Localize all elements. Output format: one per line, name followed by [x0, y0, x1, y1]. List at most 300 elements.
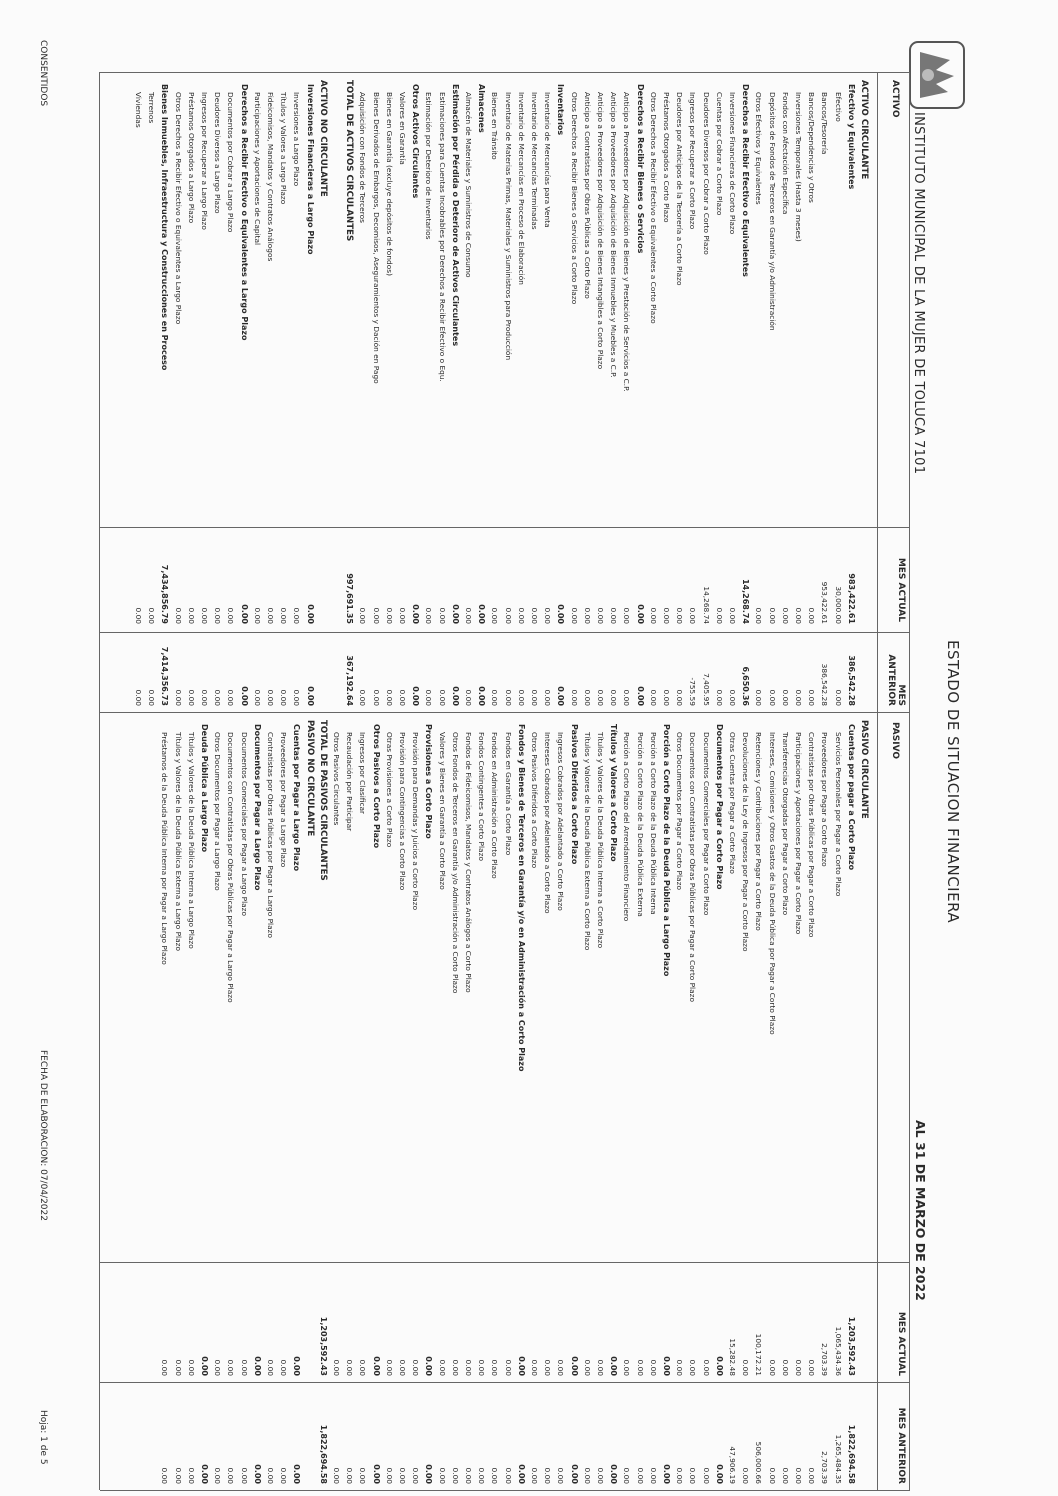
activo-row-actual: 0.00 — [780, 607, 790, 624]
pasivo-row-label: Documentos por Pagar a Largo Plazo — [252, 724, 262, 891]
activo-row-label: Inventario de Mercancías para Venta — [543, 92, 553, 228]
activo-row-actual: 0.00 — [147, 607, 157, 624]
pasivo-row-actual: 0.00 — [675, 1359, 685, 1376]
activo-row-label: Estimación por Pérdida o Deterioro de Activos Circulantes — [450, 84, 460, 347]
pasivo-row-label: Participaciones y Aportaciones por Pagar a Corto Plazo — [794, 732, 803, 935]
activo-row-label: ACTIVO CIRCULANTE — [859, 80, 869, 180]
activo-row-actual: 983,422.61 — [846, 573, 856, 624]
activo-row-anterior: 6,650.36 — [741, 666, 751, 706]
activo-row-actual: 0.00 — [675, 607, 685, 624]
pasivo-row-label: PASIVO CIRCULANTE — [859, 720, 869, 819]
activo-row-anterior: 0.00 — [252, 689, 262, 706]
pasivo-row-label: Otros Fondos de Terceros en Garantía y/o Administración a Corto Plazo — [450, 732, 460, 994]
pasivo-row-actual: 0.00 — [543, 1359, 553, 1376]
pasivo-row-anterior: 0.00 — [648, 1467, 658, 1484]
activo-row-anterior: 0.00 — [279, 689, 289, 706]
activo-row-anterior: 0.00 — [490, 689, 500, 706]
activo-row-actual: 0.00 — [398, 607, 407, 624]
activo-row-actual: 7,434,856.79 — [160, 564, 170, 624]
activo-row-actual — [330, 534, 342, 624]
pasivo-row-label: Servicios Personales por Pagar a Corto Plazo — [833, 732, 843, 897]
activo-row-anterior: 0.00 — [648, 689, 658, 706]
pasivo-row-actual: 100,172.21 — [754, 1333, 764, 1376]
activo-row-anterior: 0.00 — [609, 689, 619, 706]
pasivo-row-actual: 2,703.39 — [820, 1343, 830, 1376]
pasivo-row-actual: 0.00 — [503, 1359, 513, 1376]
pasivo-row-label: Préstamos de la Deuda Pública Interna por Pagar a Largo Plazo — [160, 732, 170, 965]
pasivo-row-actual: 0.00 — [266, 1359, 275, 1376]
pasivo-row-actual: 0.00 — [186, 1359, 196, 1376]
divider-activo-pasivo — [100, 712, 910, 713]
pasivo-row-label: Títulos y Valores de la Deuda Pública Interna a Largo Plazo — [186, 732, 196, 949]
pasivo-row-anterior: 0.00 — [279, 1467, 289, 1484]
pasivo-row-label: Títulos y Valores de la Deuda Pública Interna a Corto Plazo — [596, 732, 605, 949]
activo-row-actual: 0.00 — [266, 607, 275, 624]
pasivo-row-anterior: 0.00 — [622, 1467, 632, 1484]
activo-mes-anterior-header: MES ANTERIOR — [886, 654, 906, 706]
pasivo-row-anterior — [304, 1388, 316, 1484]
activo-row-label: Derechos a Recibir Efectivo o Equivalentes — [741, 84, 751, 277]
activo-row-actual: 0.00 — [134, 607, 143, 624]
pasivo-row-actual: 0.00 — [516, 1356, 526, 1376]
activo-row-actual: 0.00 — [530, 607, 539, 624]
pasivo-row-label: Otros Documentos por Pagar a Corto Plazo — [675, 732, 685, 890]
pasivo-row-actual: 0.00 — [450, 1359, 460, 1376]
pasivo-row-anterior: 0.00 — [358, 1467, 368, 1484]
border-right — [100, 1490, 910, 1491]
pasivo-row-actual: 0.00 — [173, 1359, 183, 1376]
activo-row-label: Deudores por Anticipos de la Tesorería a Corto Plazo — [675, 92, 685, 286]
pasivo-row-actual: 0.00 — [741, 1359, 751, 1376]
pasivo-row-anterior: 0.00 — [569, 1464, 579, 1484]
activo-header: ACTIVO — [890, 80, 900, 118]
pasivo-row-anterior: 0.00 — [609, 1464, 619, 1484]
divider-activo-actual — [100, 527, 910, 528]
pasivo-row-actual: 0.00 — [556, 1359, 566, 1376]
activo-row-label: Inversiones a Largo Plazo — [292, 92, 302, 187]
pasivo-row-label: Devoluciones de la Ley de Ingresos por Pagar a Corto Plazo — [741, 732, 751, 952]
pasivo-row-label: Porción a Corto Plazo de la Deuda Pública a Largo Plazo — [662, 724, 671, 977]
activo-row-anterior: 0.00 — [437, 689, 447, 706]
activo-row-anterior: 386,542.28 — [820, 663, 830, 706]
activo-row-anterior: 7,414,356.73 — [160, 646, 170, 706]
activo-row-anterior: 0.00 — [675, 689, 685, 706]
pasivo-row-label: Fondos de Fideicomisos, Mandatos y Contratos Análogos a Corto Plazo — [464, 732, 473, 993]
activo-row-anterior: 0.00 — [292, 689, 302, 706]
activo-row-label: Otros Derechos a Recibir Efectivo o Equivalentes a Corto Plazo — [648, 92, 658, 324]
pasivo-row-label: Fondos en Garantía a Corto Plazo — [503, 732, 513, 856]
pasivo-row-anterior: 0.00 — [252, 1464, 262, 1484]
pasivo-row-anterior: 0.00 — [556, 1467, 566, 1484]
pasivo-row-label: Ingresos por Clasificar — [358, 732, 368, 815]
activo-row-label: Bancos/Tesorería — [820, 92, 830, 155]
activo-row-label: Estimación por Deterioro de Inventarios — [424, 92, 434, 240]
pasivo-row-anterior: 0.00 — [662, 1464, 671, 1484]
activo-row-anterior: 0.00 — [384, 689, 394, 706]
pasivo-row-label: Proveedores por Pagar a Largo Plazo — [279, 732, 289, 868]
activo-row-label: Anticipo a Proveedores por Adquisición de Bienes Inmuebles y Muebles a C.P. — [609, 92, 619, 378]
activo-row-actual: 0.00 — [450, 604, 460, 624]
pasivo-row-label: Proveedores por Pagar a Corto Plazo — [820, 732, 830, 867]
pasivo-row-label: Títulos y Valores de la Deuda Pública Externa a Largo Plazo — [173, 732, 183, 952]
pasivo-row-label: Fondos Contingentes a Corto Plazo — [477, 732, 487, 861]
activo-row-actual: 0.00 — [252, 607, 262, 624]
activo-row-actual: 0.00 — [582, 607, 592, 624]
pasivo-row-actual: 0.00 — [794, 1359, 803, 1376]
pasivo-row-label: Otros Pasivos a Corto Plazo — [371, 724, 381, 849]
pasivo-row-label: Documentos con Contratistas por Obras Públicas por Pagar a Corto Plazo — [688, 732, 698, 1003]
activo-row-anterior: 0.00 — [450, 686, 460, 706]
pasivo-row-actual: 0.00 — [424, 1356, 434, 1376]
activo-row-actual: 0.00 — [543, 607, 553, 624]
pasivo-row-actual: 0.00 — [213, 1359, 223, 1376]
activo-row-actual: 14,268.74 — [701, 586, 711, 624]
pasivo-row-anterior: 0.00 — [450, 1467, 460, 1484]
activo-row-label: Ingresos por Recuperar a Largo Plazo — [200, 92, 209, 230]
activo-row-label: Otros Derechos a Recibir Bienes o Servicios a Corto Plazo — [569, 92, 579, 305]
pasivo-row-anterior: 0.00 — [371, 1464, 381, 1484]
pasivo-row-actual: 0.00 — [714, 1356, 724, 1376]
activo-row-label: Inversiones Financieras de Corto Plazo — [728, 92, 737, 235]
pasivo-row-anterior: 0.00 — [160, 1467, 170, 1484]
pasivo-row-anterior: 0.00 — [186, 1467, 196, 1484]
activo-row-anterior: 0.00 — [424, 689, 434, 706]
pasivo-row-anterior: 0.00 — [490, 1467, 500, 1484]
activo-row-label: Títulos y Valores a Largo Plazo — [279, 92, 289, 205]
activo-row-anterior: 0.00 — [794, 689, 803, 706]
pasivo-row-anterior: 0.00 — [411, 1467, 421, 1484]
pasivo-row-label: Recaudación por Participar — [345, 732, 355, 832]
activo-row-actual: 953,422.61 — [820, 581, 830, 624]
activo-row-label: Bienes en Tránsito — [490, 92, 500, 160]
pasivo-row-actual: 0.00 — [398, 1359, 407, 1376]
activo-row-anterior: 0.00 — [530, 689, 539, 706]
pasivo-row-anterior: 0.00 — [741, 1467, 751, 1484]
pasivo-row-label: Provisión para Contingencias a Corto Plazo — [398, 732, 407, 891]
activo-row-label: Otros Activos Circulantes — [411, 84, 421, 199]
pasivo-row-anterior — [858, 1388, 870, 1484]
activo-row-actual: 0.00 — [239, 604, 249, 624]
pasivo-row-label: Otros Pasivos Diferidos a Corto Plazo — [530, 732, 539, 869]
activo-row-label — [330, 92, 342, 520]
pasivo-row-actual: 0.00 — [635, 1359, 645, 1376]
pasivo-row-actual: 0.00 — [371, 1356, 381, 1376]
activo-row-label: Ingresos por Recuperar a Corto Plazo — [688, 92, 698, 230]
activo-row-anterior: 367,192.64 — [345, 655, 355, 706]
activo-row-actual: 0.00 — [437, 607, 447, 624]
pasivo-row-label: PASIVO NO CIRCULANTE — [304, 720, 315, 837]
activo-row-actual: 0.00 — [477, 604, 487, 624]
pasivo-row-anterior: 0.00 — [675, 1467, 685, 1484]
footer-elaboracion: FECHA DE ELABORACION: 07/04/2022 — [38, 1050, 48, 1221]
activo-row-label: Efectivo y Equivalentes — [846, 84, 856, 190]
activo-row-label: Efectivo — [833, 92, 843, 122]
pasivo-row-label: Documentos por Pagar a Corto Plazo — [714, 724, 724, 890]
activo-row-anterior: 0.00 — [411, 686, 421, 706]
footer-left: CONSENTIDOS — [38, 40, 48, 107]
pasivo-row-label: Cuentas por pagar a Corto Plazo — [846, 724, 856, 871]
pasivo-row-label: Otras Provisiones a Corto Plazo — [384, 732, 394, 848]
activo-row-label: Derechos a Recibir Efectivo o Equivalentes a Largo Plazo — [239, 84, 249, 341]
pasivo-row-anterior: 0.00 — [530, 1467, 539, 1484]
pasivo-row-actual: 0.00 — [807, 1359, 817, 1376]
pasivo-row-label: Valores y Bienes en Garantía a Corto Plazo — [437, 732, 447, 890]
pasivo-row-actual: 1,203,592.43 — [846, 1316, 856, 1376]
pasivo-row-anterior: 0.00 — [345, 1467, 355, 1484]
activo-row-actual: 0.00 — [173, 607, 183, 624]
pasivo-row-anterior: 0.00 — [226, 1467, 236, 1484]
pasivo-row-anterior: 47,906.19 — [728, 1446, 737, 1484]
activo-row-label: Documentos por Cobrar a Largo Plazo — [226, 92, 236, 233]
pasivo-row-label: Títulos y Valores de la Deuda Pública Externa a Corto Plazo — [582, 732, 592, 951]
activo-row-label: Bienes Derivados de Embargos, Decomisos, Aseguramientos y Dación en Pago — [371, 92, 381, 384]
activo-row-actual: 0.00 — [662, 607, 671, 624]
activo-row-label: Deudores Diversos por Cobrar a Corto Plazo — [701, 92, 711, 255]
pasivo-row-anterior: 1,822,694.58 — [846, 1424, 856, 1484]
activo-row-anterior: 0.00 — [807, 689, 817, 706]
activo-row-label: Préstamos Otorgados a Largo Plazo — [186, 92, 196, 224]
activo-row-actual: 0.00 — [767, 607, 777, 624]
pasivo-row-actual: 0.00 — [609, 1356, 619, 1376]
pasivo-row-actual: 1,203,592.43 — [318, 1316, 328, 1376]
pasivo-row-anterior: 0.00 — [503, 1467, 513, 1484]
activo-row-anterior: 0.00 — [714, 689, 724, 706]
activo-row-label: Anticipo a Proveedores por Adquisición de Bienes Intangibles a Corto Plazo — [596, 92, 605, 370]
pasivo-row-actual: 0.00 — [622, 1359, 632, 1376]
pasivo-row-label: Contratistas por Obras Públicas por Pagar a Corto Plazo — [807, 732, 817, 938]
pasivo-row-actual: 0.00 — [596, 1359, 605, 1376]
pasivo-row-actual: 0.00 — [437, 1359, 447, 1376]
pasivo-row-anterior: 0.00 — [424, 1464, 434, 1484]
pasivo-row-actual: 0.00 — [332, 1359, 341, 1376]
pasivo-row-label: Porción a Corto Plazo de la Deuda Pública Interna — [648, 732, 658, 915]
pasivo-row-actual: 0.00 — [292, 1356, 302, 1376]
pasivo-row-actual: 0.00 — [464, 1359, 473, 1376]
activo-row-anterior: 0.00 — [635, 686, 645, 706]
pasivo-row-anterior: 0.00 — [200, 1464, 209, 1484]
pasivo-row-label: Documentos Comerciales por Pagar a Largo Plazo — [239, 732, 249, 917]
pasivo-row-anterior: 0.00 — [292, 1464, 302, 1484]
pasivo-row-label: Deuda Pública a Largo Plazo — [200, 724, 209, 853]
pasivo-row-label: Provisión para Demandas y Juicios a Corto Plazo — [411, 732, 421, 911]
activo-row-actual: 0.00 — [714, 607, 724, 624]
pasivo-row-anterior: 0.00 — [780, 1467, 790, 1484]
activo-mes-actual-header: MES ACTUAL — [896, 557, 906, 622]
activo-row-label: Anticipo a Contratistas por Obras Públicas a Corto Plazo — [582, 92, 592, 299]
activo-row-anterior: 0.00 — [833, 689, 843, 706]
activo-row-anterior: 0.00 — [305, 686, 315, 706]
pasivo-row-label: Intereses Cobrados por Adelantado a Corto Plazo — [543, 732, 553, 914]
pasivo-row-anterior: 0.00 — [543, 1467, 553, 1484]
activo-row-actual: 0.00 — [569, 607, 579, 624]
activo-row-actual: 0.00 — [213, 607, 223, 624]
pasivo-row-label: Otras Cuentas por Pagar a Corto Plazo — [728, 732, 737, 874]
pasivo-row-anterior: 506,000.66 — [754, 1441, 764, 1484]
activo-row-actual: 0.00 — [200, 607, 209, 624]
activo-row-actual: 0.00 — [754, 607, 764, 624]
report-date: AL 31 DE MARZO DE 2022 — [913, 1120, 928, 1301]
pasivo-row-actual: 0.00 — [530, 1359, 539, 1376]
activo-row-actual: 0.00 — [358, 607, 368, 624]
activo-row-actual — [858, 534, 870, 624]
pasivo-row-label: Fondos en Administración a Corto Plazo — [490, 732, 500, 879]
pasivo-row-actual: 0.00 — [358, 1359, 368, 1376]
pasivo-row-actual: 0.00 — [490, 1359, 500, 1376]
activo-row-actual: 0.00 — [384, 607, 394, 624]
activo-row-anterior: 0.00 — [477, 686, 487, 706]
activo-row-anterior: 0.00 — [147, 689, 157, 706]
activo-row-anterior — [317, 638, 329, 706]
activo-row-anterior: 0.00 — [543, 689, 553, 706]
institution-logo — [908, 40, 966, 110]
pasivo-row-actual: 15,282.48 — [728, 1338, 737, 1376]
activo-row-anterior: 386,542.28 — [846, 655, 856, 706]
activo-row-actual: 0.00 — [490, 607, 500, 624]
activo-row-label: Fondos con Afectación Específica — [780, 92, 790, 215]
activo-row-anterior: 0.00 — [503, 689, 513, 706]
activo-row-anterior: 0.00 — [569, 689, 579, 706]
pasivo-row-actual: 0.00 — [384, 1359, 394, 1376]
pasivo-row-anterior: 0.00 — [714, 1464, 724, 1484]
activo-row-label: Almacén de Materiales y Suministros de Consumo — [464, 92, 473, 278]
activo-row-label: Bancos/Dependencias y Otros — [807, 92, 817, 203]
activo-row-actual: 0.00 — [688, 607, 698, 624]
activo-row-actual: 0.00 — [635, 604, 645, 624]
activo-row-anterior: 0.00 — [173, 689, 183, 706]
pasivo-row-label: Porción a Corto Plazo de la Deuda Pública Externa — [635, 732, 645, 917]
pasivo-row-actual: 0.00 — [239, 1359, 249, 1376]
activo-row-actual: 0.00 — [516, 607, 526, 624]
activo-row-actual: 0.00 — [226, 607, 236, 624]
pasivo-row-anterior: 1,822,694.58 — [318, 1424, 328, 1484]
activo-row-label: Inversiones Financieras a Largo Plazo — [305, 84, 315, 255]
activo-row-anterior: 0.00 — [134, 689, 143, 706]
pasivo-row-actual: 1,065,434.36 — [833, 1326, 843, 1376]
pasivo-row-actual: 0.00 — [701, 1359, 711, 1376]
activo-row-anterior: -755.59 — [688, 677, 698, 706]
activo-row-actual: 0.00 — [794, 607, 803, 624]
pasivo-row-actual: 0.00 — [780, 1359, 790, 1376]
pasivo-row-anterior: 0.00 — [464, 1467, 473, 1484]
pasivo-mes-anterior-header: MES ANTERIOR — [896, 1407, 906, 1484]
pasivo-row-label: Intereses, Comisiones y Otros Gastos de la Deuda Pública por Pagar a Corto Plazo — [767, 732, 777, 1035]
activo-row-anterior: 0.00 — [398, 689, 407, 706]
pasivo-row-anterior: 0.00 — [477, 1467, 487, 1484]
activo-row-actual: 0.00 — [292, 607, 302, 624]
activo-row-label: Otros Derechos a Recibir Efectivo o Equivalentes a Largo Plazo — [173, 92, 183, 325]
pasivo-row-actual: 0.00 — [688, 1359, 698, 1376]
activo-row-label: Depósitos de Fondos de Terceros en Garantía y/o Administración — [767, 92, 777, 331]
activo-row-label: Valores en Garantía — [398, 92, 407, 165]
activo-row-label: Inventarios — [556, 84, 566, 136]
activo-row-label: Derechos a Recibir Bienes o Servicios — [635, 84, 645, 254]
pasivo-row-label: Transferencias Otorgadas por Pagar a Corto Plazo — [780, 732, 790, 916]
activo-row-actual: 0.00 — [371, 607, 381, 624]
pasivo-row-actual — [304, 1268, 316, 1376]
pasivo-row-anterior: 0.00 — [384, 1467, 394, 1484]
divider-pasivo-actual — [100, 1262, 910, 1263]
pasivo-row-anterior: 0.00 — [688, 1467, 698, 1484]
pasivo-row-label: Fondos y Bienes de Terceros en Garantía y/o en Administración a Corto Plazo — [516, 724, 526, 1072]
pasivo-row-label: TOTAL DE PASIVOS CIRCULANTES — [317, 720, 328, 881]
pasivo-row-anterior: 0.00 — [332, 1467, 341, 1484]
pasivo-row-anterior: 0.00 — [807, 1467, 817, 1484]
activo-row-actual — [317, 534, 329, 624]
activo-row-label: ACTIVO NO CIRCULANTE — [317, 80, 328, 197]
pasivo-row-anterior: 0.00 — [516, 1464, 526, 1484]
pasivo-row-anterior: 0.00 — [173, 1467, 183, 1484]
activo-row-actual: 0.00 — [609, 607, 619, 624]
activo-row-actual: 30,000.00 — [833, 586, 843, 624]
pasivo-row-actual: 0.00 — [569, 1356, 579, 1376]
pasivo-row-anterior: 0.00 — [596, 1467, 605, 1484]
pasivo-row-actual: 0.00 — [226, 1359, 236, 1376]
pasivo-row-actual: 0.00 — [252, 1356, 262, 1376]
pasivo-row-anterior: 0.00 — [794, 1467, 803, 1484]
activo-row-label: Anticipo a Proveedores por Adquisición de Bienes y Prestación de Servicios a C.P. — [622, 92, 632, 392]
balance-sheet-table — [100, 72, 910, 1490]
activo-row-actual: 0.00 — [648, 607, 658, 624]
activo-row-anterior: 0.00 — [239, 686, 249, 706]
pasivo-row-actual: 0.00 — [767, 1359, 777, 1376]
activo-row-label: Préstamos Otorgados a Corto Plazo — [662, 92, 671, 223]
activo-row-label: Cuentas por Cobrar a Corto Plazo — [714, 92, 724, 216]
table-top-rule — [909, 72, 910, 1490]
activo-row-anterior: 0.00 — [516, 689, 526, 706]
activo-row-label: Viviendas — [134, 92, 143, 128]
activo-row-anterior: 0.00 — [186, 689, 196, 706]
activo-row-label: Almacenes — [477, 84, 487, 133]
pasivo-row-actual: 0.00 — [662, 1356, 671, 1376]
pasivo-row-actual: 0.00 — [648, 1359, 658, 1376]
activo-row-anterior: 0.00 — [622, 689, 632, 706]
activo-row-label: Inventario de Mercancías en Proceso de Elaboración — [516, 92, 526, 285]
activo-row-label: Participaciones y Aportaciones de Capital — [252, 92, 262, 246]
activo-row-label: Inversiones Temporales (Hasta 3 meses) — [794, 92, 803, 242]
activo-row-label: Estimaciones para Cuentas Incobrables por Derechos a Recibir Efectivo o Equ. — [437, 92, 447, 382]
pasivo-row-label: Otros Pasivos Circulantes — [332, 732, 341, 826]
pasivo-row-actual: 0.00 — [582, 1359, 592, 1376]
pasivo-row-anterior: 0.00 — [213, 1467, 223, 1484]
activo-row-actual: 0.00 — [556, 604, 566, 624]
activo-row-actual: 0.00 — [305, 604, 315, 624]
pasivo-row-anterior: 0.00 — [582, 1467, 592, 1484]
pasivo-row-label: Retenciones y Contribuciones por Pagar a Corto Plazo — [754, 732, 764, 931]
activo-row-label: TOTAL DE ACTIVOS CIRCULANTES — [344, 80, 355, 242]
pasivo-row-anterior: 0.00 — [266, 1467, 275, 1484]
footer-page: Hoja: 1 de 5 — [38, 1410, 48, 1465]
pasivo-row-anterior: 1,265,484.35 — [833, 1434, 843, 1484]
activo-row-actual: 0.00 — [807, 607, 817, 624]
activo-row-label: Bienes Inmuebles, Infraestructura y Construcciones en Proceso — [160, 84, 170, 371]
activo-row-anterior: 7,405.95 — [701, 673, 711, 706]
activo-row-anterior: 0.00 — [662, 689, 671, 706]
activo-row-anterior: 0.00 — [358, 689, 368, 706]
activo-row-anterior: 0.00 — [200, 689, 209, 706]
activo-row-actual: 0.00 — [464, 607, 473, 624]
pasivo-mes-actual-header: MES ACTUAL — [896, 1311, 906, 1376]
activo-row-label: Inventario de Materias Primas, Materiales y Suministros para Producción — [503, 92, 513, 361]
table-bottom-rule — [99, 72, 100, 1490]
activo-row-label: Fideicomisos, Mandatos y Contratos Análogos — [266, 92, 275, 262]
border-left — [100, 72, 910, 73]
activo-row-actual: 0.00 — [279, 607, 289, 624]
activo-row-anterior — [330, 638, 342, 706]
pasivo-row-actual: 0.00 — [411, 1359, 421, 1376]
activo-row-anterior: 0.00 — [754, 689, 764, 706]
pasivo-row-label: Pasivos Diferidos a Corto Plazo — [569, 724, 579, 865]
pasivo-row-anterior: 2,703.39 — [820, 1451, 830, 1484]
